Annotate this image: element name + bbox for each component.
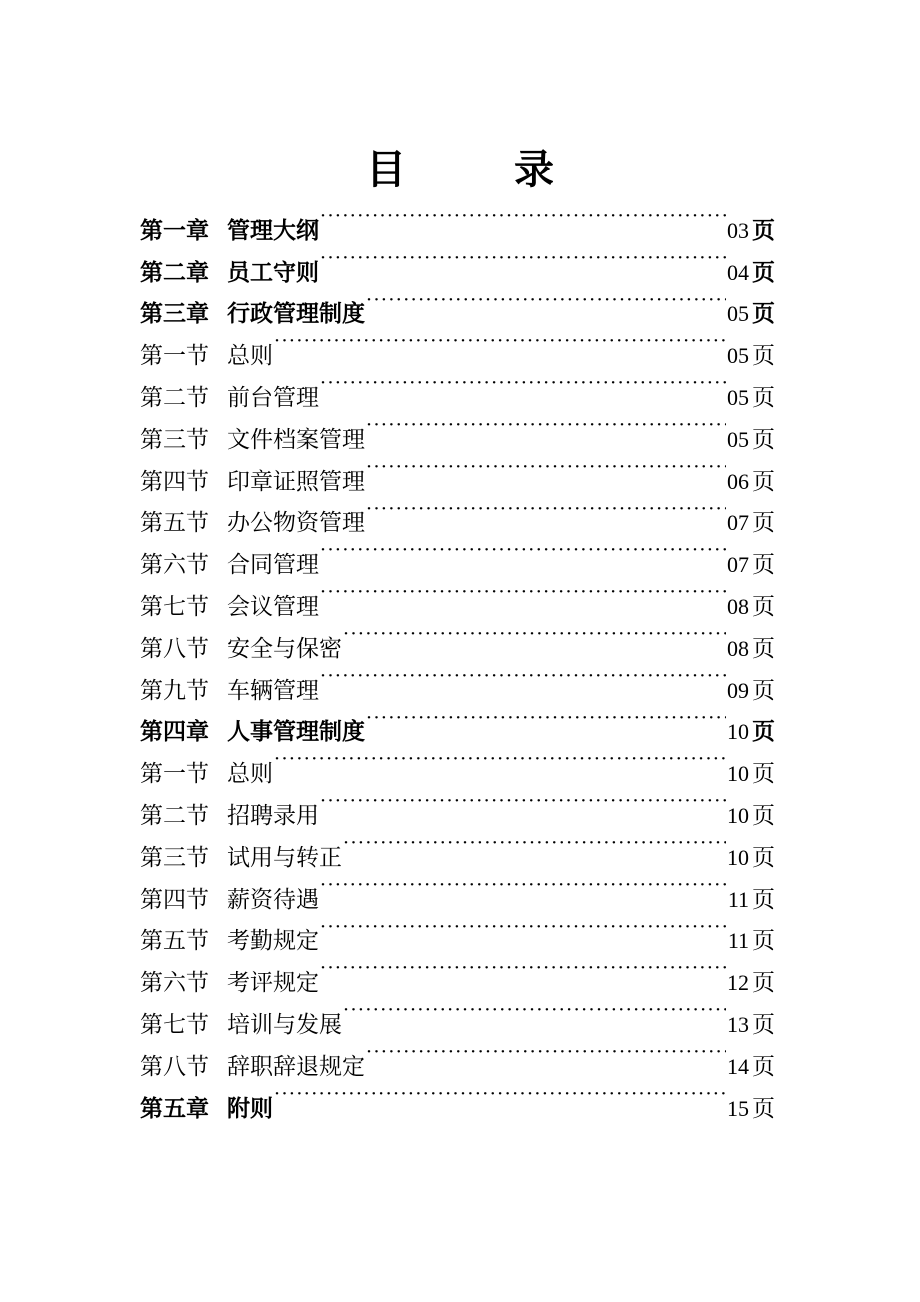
toc-entry-page-unit: 页 — [752, 468, 775, 495]
toc-entry-label: 第五章 — [140, 1094, 209, 1122]
toc-dot-leader — [320, 238, 726, 280]
toc-entry-title: 总则 — [227, 761, 273, 788]
toc-entry-page-number: 03 — [727, 217, 749, 243]
toc-entry-page-number: 05 — [727, 384, 749, 410]
toc-entry-page-number: 08 — [727, 635, 749, 661]
toc-dot-leader — [320, 781, 726, 823]
toc-entry-label: 第一章 — [140, 216, 209, 244]
toc-entry-page-number: 06 — [727, 468, 749, 494]
toc-entry-label: 第八节 — [140, 635, 209, 662]
toc-entry — [140, 196, 775, 244]
toc-entry-label: 第一节 — [140, 343, 209, 370]
toc-entry-page-number: 10 — [727, 844, 749, 870]
toc-entry-label: 第二章 — [140, 258, 209, 286]
toc-entry-page-unit: 页 — [752, 802, 775, 829]
toc-entry-title: 总则 — [227, 343, 273, 370]
toc-entry-page-unit: 页 — [752, 343, 775, 370]
toc-entry-page-unit: 页 — [752, 258, 775, 286]
toc-entry-title: 招聘录用 — [227, 802, 319, 829]
toc-entry-page-number: 13 — [727, 1011, 749, 1037]
toc-entry-page-unit: 页 — [752, 593, 775, 620]
toc-entry-label: 第八节 — [140, 1053, 209, 1080]
toc-entry-title: 培训与发展 — [227, 1011, 342, 1038]
toc-entry-page-unit: 页 — [752, 844, 775, 871]
toc-entry-page-unit: 页 — [752, 886, 775, 913]
toc-dot-leader — [343, 990, 726, 1032]
toc-entry-title: 会议管理 — [227, 593, 319, 620]
toc-entry-title: 辞职辞退规定 — [227, 1053, 365, 1080]
toc-dot-leader — [366, 698, 726, 740]
toc-dot-leader — [320, 907, 727, 949]
toc-entry-title: 前台管理 — [227, 384, 319, 411]
toc-dot-leader — [320, 530, 726, 572]
toc-entry-label: 第一节 — [140, 761, 209, 788]
toc-entry-label: 第六节 — [140, 970, 209, 997]
toc-dot-leader — [320, 948, 726, 990]
toc-entry-label: 第四节 — [140, 468, 209, 495]
toc-entry-page-number: 12 — [727, 970, 749, 996]
toc-entry-title: 合同管理 — [227, 552, 319, 579]
toc-entry-page-unit: 页 — [752, 1053, 775, 1080]
toc-entry-title: 试用与转正 — [227, 844, 342, 871]
toc-entry-page-number: 10 — [727, 719, 749, 745]
toc-entry-label: 第七节 — [140, 1011, 209, 1038]
toc-entry-title: 办公物资管理 — [227, 510, 365, 537]
toc-entry-label: 第二节 — [140, 802, 209, 829]
toc-entry-page-number: 05 — [727, 343, 749, 369]
toc-entry-label: 第五节 — [140, 928, 209, 955]
toc-entry-title: 考勤规定 — [227, 928, 319, 955]
toc-entry-page-number: 08 — [727, 593, 749, 619]
toc-dot-leader — [320, 196, 726, 238]
toc-dot-leader — [343, 614, 726, 656]
toc-entry-page-number: 04 — [727, 259, 749, 285]
toc-entry-page-number: 07 — [727, 552, 749, 578]
toc-entry-page-unit: 页 — [752, 761, 775, 788]
toc-entry-page-unit: 页 — [752, 677, 775, 704]
toc-entry-title: 考评规定 — [227, 970, 319, 997]
toc-entry-label: 第三节 — [140, 844, 209, 871]
toc-entry-page-number: 05 — [727, 301, 749, 327]
toc-entry-page-number: 05 — [727, 426, 749, 452]
toc-entry-title: 管理大纲 — [227, 216, 319, 244]
toc-entry-page-unit: 页 — [752, 1095, 775, 1122]
toc-entry-page-unit: 页 — [752, 300, 775, 328]
toc-entry-label: 第五节 — [140, 510, 209, 537]
toc-entry-title: 人事管理制度 — [227, 718, 365, 746]
toc-entry-page-number: 09 — [727, 677, 749, 703]
toc-entry-page-number: 15 — [727, 1095, 749, 1121]
toc-entry-label: 第九节 — [140, 677, 209, 704]
toc-entry-page-unit: 页 — [752, 510, 775, 537]
toc-dot-leader — [366, 447, 726, 489]
toc-dot-leader — [320, 656, 726, 698]
toc-dot-leader — [366, 489, 726, 531]
toc-entry-page-unit: 页 — [752, 718, 775, 746]
toc-entry-label: 第四章 — [140, 718, 209, 746]
toc-entry-page-unit: 页 — [752, 1011, 775, 1038]
toc-entry-label: 第四节 — [140, 886, 209, 913]
toc-entry-page-number: 10 — [727, 761, 749, 787]
toc-entry-title: 印章证照管理 — [227, 468, 365, 495]
toc-entry-label: 第六节 — [140, 552, 209, 579]
toc-entry-page-number: 11 — [727, 928, 749, 954]
toc-entry-page-unit: 页 — [752, 970, 775, 997]
toc-dot-leader — [366, 405, 726, 447]
toc-dot-leader — [274, 321, 726, 363]
toc-entry-page-number: 10 — [727, 802, 749, 828]
toc-dot-leader — [274, 739, 726, 781]
toc-dot-leader — [343, 823, 726, 865]
toc-entry-page-unit: 页 — [752, 384, 775, 411]
toc-entry-page-number: 11 — [727, 886, 749, 912]
toc-dot-leader — [320, 865, 727, 907]
toc-entry-title: 车辆管理 — [227, 677, 319, 704]
toc-entry-label: 第三节 — [140, 426, 209, 453]
toc-dot-leader — [274, 1074, 726, 1116]
toc-dot-leader — [320, 363, 726, 405]
toc-entry-page-unit: 页 — [752, 552, 775, 579]
toc-entry-label: 第七节 — [140, 593, 209, 620]
toc-entry-title: 薪资待遇 — [227, 886, 319, 913]
toc-entry-title: 文件档案管理 — [227, 426, 365, 453]
toc-entry-label: 第二节 — [140, 384, 209, 411]
toc-dot-leader — [320, 572, 726, 614]
toc-entry-page-number: 07 — [727, 510, 749, 536]
toc-entry-title: 员工守则 — [227, 258, 319, 286]
toc-entry-title: 附则 — [227, 1094, 273, 1122]
toc-entry-title: 安全与保密 — [227, 635, 342, 662]
toc-entry-page-unit: 页 — [752, 426, 775, 453]
toc-entry-title: 行政管理制度 — [227, 300, 365, 328]
toc-entry-page-number: 14 — [727, 1053, 749, 1079]
toc-entry-page-unit: 页 — [752, 928, 775, 955]
table-of-contents — [140, 196, 775, 1122]
toc-entry-label: 第三章 — [140, 300, 209, 328]
toc-title: 目 录 — [366, 146, 588, 193]
toc-dot-leader — [366, 280, 726, 322]
toc-entry-page-unit: 页 — [752, 635, 775, 662]
toc-entry-page-unit: 页 — [752, 216, 775, 244]
toc-dot-leader — [366, 1032, 726, 1074]
